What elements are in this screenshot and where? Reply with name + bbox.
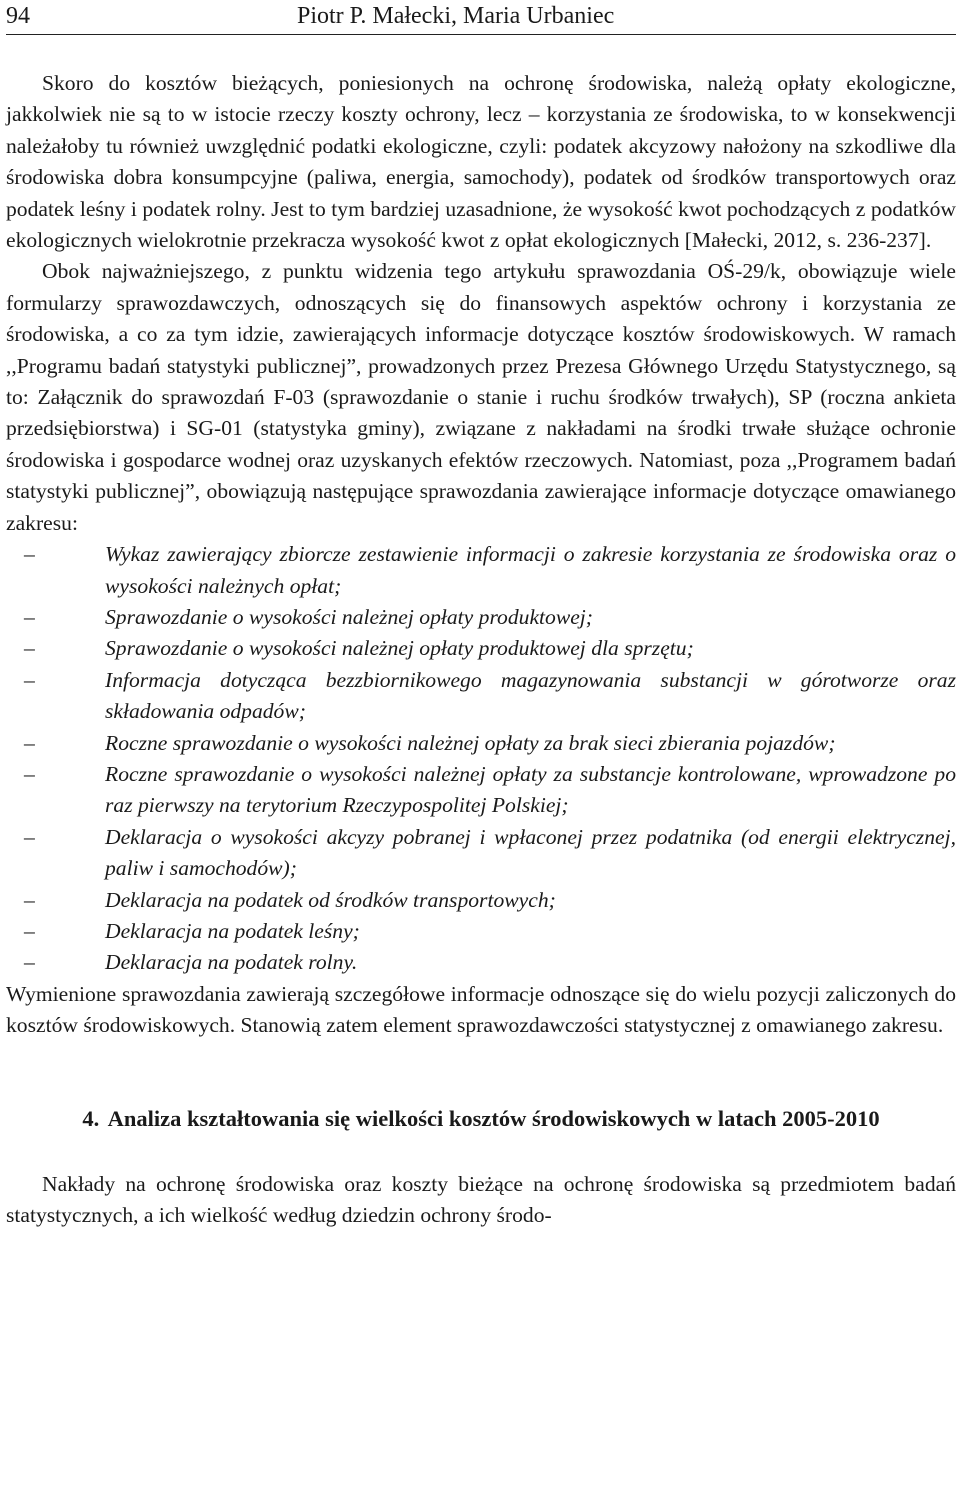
page [6,0,956,1231]
paragraph-summary: Wymienione sprawozdania zawierają szczegółowe informacje odnoszące się do wielu pozycji zaliczonych do kosztów środowiskowych. Stanowią zatem element sprawozdawczości statystycznej z omawianego zakresu. [6,981,956,1038]
list-item-text: Roczne sprawozdanie o wysokości należnej opłaty za brak sieci zbierania pojazdów; [105,730,836,755]
list-item [6,885,956,916]
reports-list [6,539,956,979]
list-item-text: Deklaracja o wysokości akcyzy pobranej i wpłaconej przez podatnika (od energii elektrycznej, paliw i samochodów); [105,824,956,881]
list-dash: – [24,542,35,567]
list-item-text: Sprawozdanie o wysokości należnej opłaty produktowej; [105,604,593,629]
body-text [6,68,956,1231]
list-item-text: Deklaracja na podatek leśny; [105,918,360,943]
list-dash: – [24,604,35,629]
list-item [6,822,956,885]
list-dash: – [24,824,35,849]
list-dash: – [24,761,35,786]
list-item [6,728,956,759]
list-item-text: Wykaz zawierający zbiorcze zestawienie informacji o zakresie korzystania ze środowiska oraz o wysokości należnych opłat; [105,542,956,598]
paragraph-ecological-taxes: Skoro do kosztów bieżących, poniesionych na ochronę środowiska, należą opłaty ekologiczne, jakkolwiek nie są to w istocie rzeczy koszty ochrony, lecz – korzystania ze środowiska, to w konsekwencji należałoby tu również uwzględnić podatki ekologiczne, czyli: podatek akcyzowy nałożony na szkodliwe dla środowiska dobra konsumpcyjne (paliwa, energia, samochody), podatek od środków transportowych oraz podatek leśny i podatek rolny. Jest to tym bardziej uzasadnione, że wysokość kwot pochodzących z podatków ekologicznych wielokrotnie przekracza wysokość kwot z opłat ekologicznych [Małecki, 2012, s. 236-237]. [6,71,956,253]
list-item [6,539,956,602]
list-dash: – [24,887,35,912]
list-item-text: Informacja dotycząca bezzbiornikowego magazynowania substancji w górotworze oraz składowania odpadów; [105,667,956,724]
list-item [6,633,956,664]
list-item [6,916,956,947]
running-header-authors: Piotr P. Małecki, Maria Urbaniec [297,3,615,29]
list-item-text: Deklaracja na podatek rolny. [105,950,358,975]
paragraph-section-intro: Nakłady na ochronę środowiska oraz koszty bieżące na ochronę środowiska są przedmiotem badań statystycznych, a ich wielkość według dziedzin ochrony środo- [6,1171,956,1227]
list-dash: – [24,730,35,755]
list-dash: – [24,636,35,661]
page-number: 94 [6,3,30,29]
list-item [6,665,956,728]
paragraph-reporting-forms: Obok najważniejszego, z punktu widzenia tego artykułu sprawozdania OŚ-29/k, obowiązuje wiele formularzy sprawozdawczych, odnoszących się do finansowych aspektów ochrony i korzystania ze środowiska, a co za tym idzie, zawierających informacje dotyczące kosztów środowiskowych. W ramach ,,Programu badań statystyki publicznej”, prowadzonych przez Prezesa Głównego Urzędu Statystycznego, są to: Załącznik do sprawozdań F-03 (sprawozdanie o stanie i ruchu środków trwałych), SP (roczna ankieta przedsiębiorstwa) i SG-01 (statystyka gminy), związane z nakładami na środki trwałe służące ochronie środowiska i gospodarce wodnej oraz uzyskanych efektów rzeczowych. Natomiast, poza ,,Programem badań statystyki publicznej”, obowiązują następujące sprawozdania zawierające informacje dotyczące omawianego zakresu: [6,259,956,535]
list-item-text: Deklaracja na podatek od środków transportowych; [105,887,556,912]
list-dash: – [24,950,35,975]
section-title: Analiza kształtowania się wielkości kosztów środowiskowych w latach 2005-2010 [107,1105,880,1131]
list-dash: – [24,667,35,692]
list-item-text: Roczne sprawozdanie o wysokości należnej opłaty za substancje kontrolowane, wprowadzone po raz pierwszy na terytorium Rzeczypospolitej Polskiej; [105,761,956,818]
list-item [6,759,956,822]
list-item-text: Sprawozdanie o wysokości należnej opłaty produktowej dla sprzętu; [105,636,694,661]
list-item [6,947,956,978]
section-number: 4. [82,1105,100,1131]
list-item [6,602,956,633]
section-heading [6,1102,956,1135]
running-header [6,0,956,35]
list-dash: – [24,918,35,943]
